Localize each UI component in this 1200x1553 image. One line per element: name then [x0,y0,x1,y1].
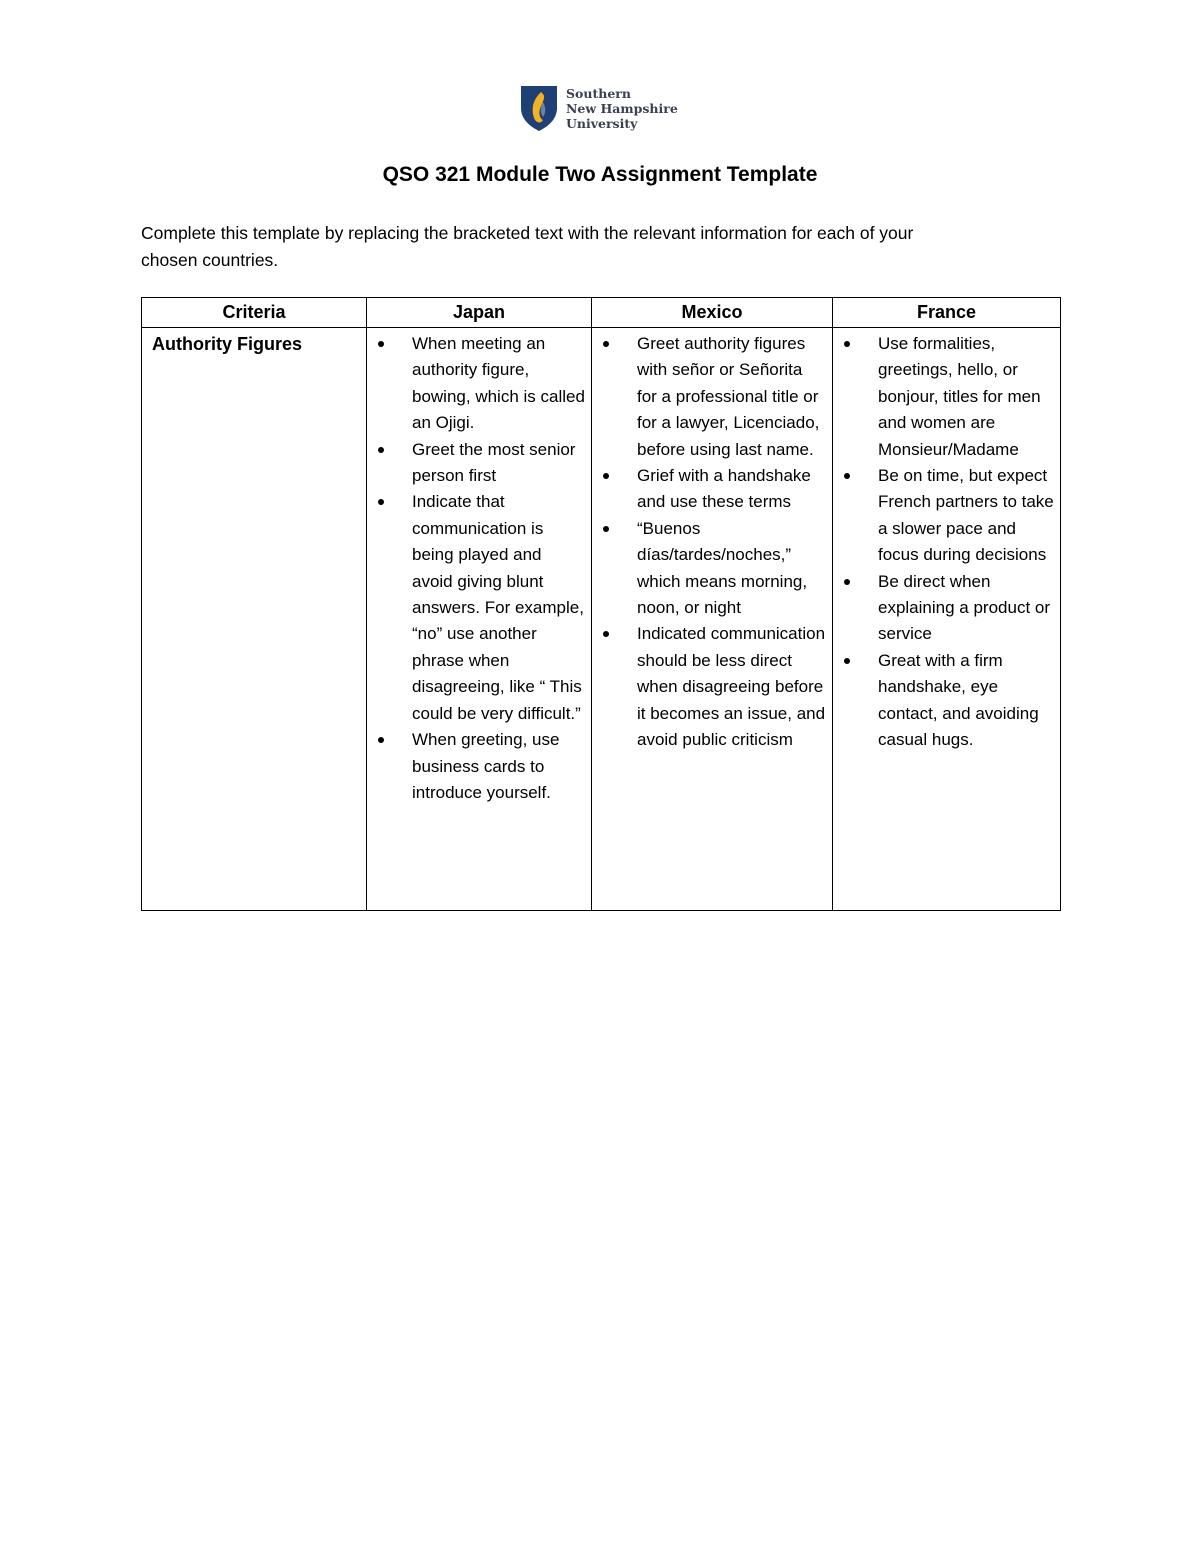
bullet-icon [603,526,609,532]
header-mexico: Mexico [592,298,833,328]
shield-flame-icon [519,84,559,132]
list-item-text: When greeting, use business cards to introduce yourself. [412,730,560,802]
intro-line-2: chosen countries. [141,250,279,270]
france-list [833,331,1060,754]
bullet-icon [378,499,384,505]
list-item-text: “Buenos días/tardes/noches,” which means morning, noon, or night [637,518,808,618]
list-item-text: Greet authority figures with señor or Señorita for a professional title or for a lawyer, Licenciado, before using last name. [637,334,820,459]
list-item-text: Greet the most senior person first [412,439,576,486]
list-item [592,331,826,463]
japan-list [367,331,591,806]
logo-line-1: Southern [566,85,631,101]
list-item-text: Indicate that communication is being played and avoid giving blunt answers. For example, “no” use another phrase when disagreeing, like “ This could be very difficult.” [412,492,584,723]
list-item [833,648,1054,754]
list-item-text: Use formalities, greetings, hello, or bonjour, titles for men and women are Monsieur/Madame [878,334,1041,459]
bullet-icon [844,473,850,479]
bullet-icon [603,473,609,479]
list-item-text: Grief with a handshake and use these terms [637,466,811,512]
bullet-icon [378,447,384,453]
list-item [592,621,826,753]
university-logo [519,82,689,134]
list-item [367,727,585,806]
row-label-authority-figures: Authority Figures [142,328,367,911]
bullet-icon [844,658,850,664]
japan-cell [367,328,592,911]
criteria-table [141,297,1061,911]
logo-line-2: New Hampshire [566,100,678,116]
bullet-icon [603,631,609,637]
mexico-list [592,331,832,754]
table-header-row [142,298,1061,328]
list-item [367,437,585,490]
intro-paragraph [141,220,1061,274]
list-item-text: Be on time, but expect French partners to take a slower pace and focus during decisions [878,466,1054,565]
list-item-text: Indicated communication should be less direct when disagreeing before it becomes an issue, and avoid public criticism [637,624,826,750]
list-item [367,331,585,437]
logo-line-3: University [566,115,638,131]
list-item [833,463,1054,569]
list-item [833,331,1054,463]
bullet-icon [378,341,384,347]
bullet-icon [378,737,384,743]
france-cell [833,328,1061,911]
list-item [833,569,1054,648]
mexico-cell [592,328,833,911]
list-item-text: When meeting an authority figure, bowing, which is called an Ojigi. [412,334,585,433]
list-item [367,489,585,727]
list-item [592,463,826,516]
list-item-text: Be direct when explaining a product or service [878,571,1051,644]
logo-wordmark [566,86,678,131]
bullet-icon [844,579,850,585]
page-title: QSO 321 Module Two Assignment Template [382,163,818,186]
header-criteria: Criteria [142,298,367,328]
intro-line-1: Complete this template by replacing the bracketed text with the relevant information for each of your [141,223,914,243]
list-item [592,516,826,622]
header-japan: Japan [367,298,592,328]
bullet-icon [603,341,609,347]
list-item-text: Great with a firm handshake, eye contact, and avoiding casual hugs. [878,650,1039,750]
header-france: France [833,298,1061,328]
bullet-icon [844,341,850,347]
table-row [142,328,1061,911]
